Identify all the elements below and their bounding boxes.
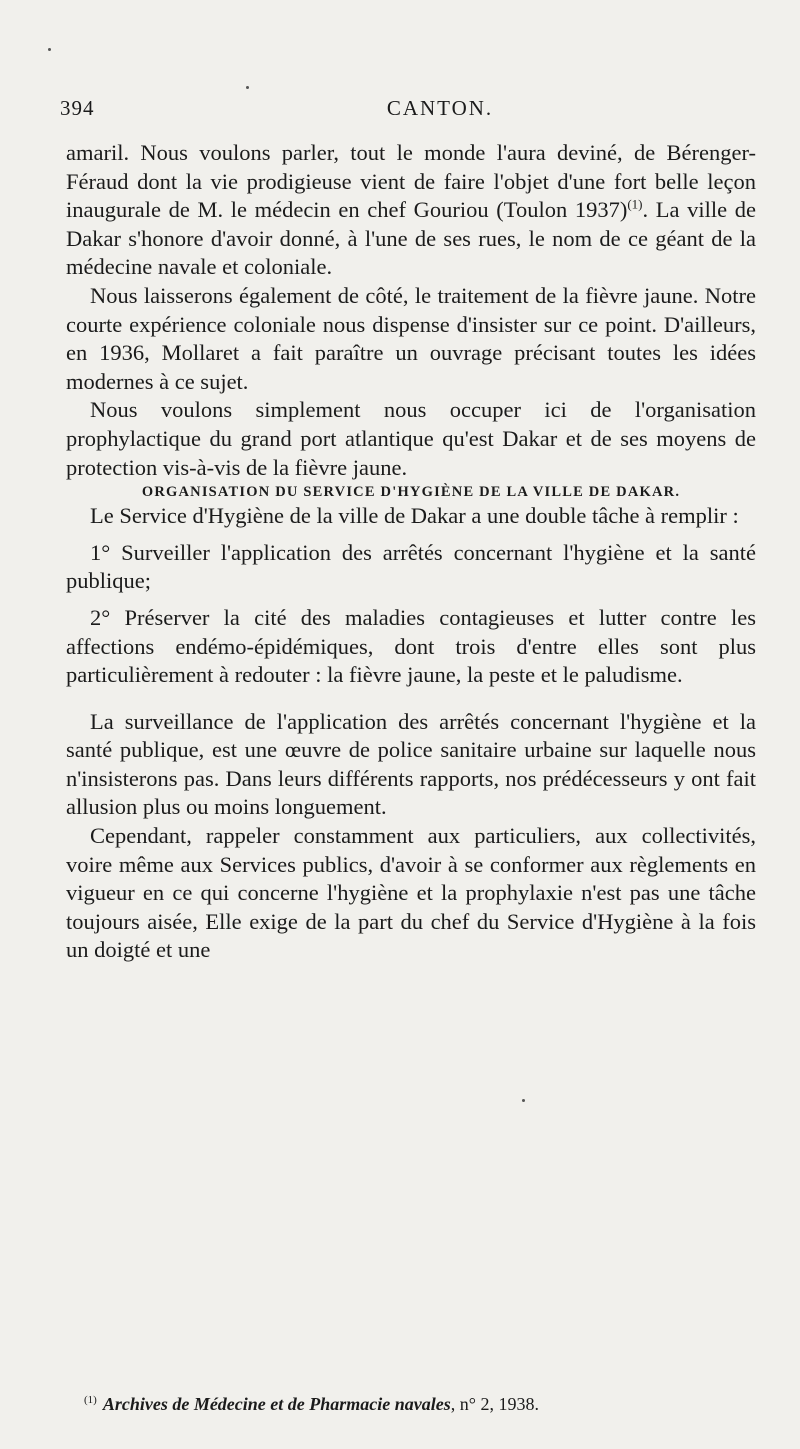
paragraph-text: . La ville de Dakar s'honore d'avoir donné, à l'une de ses rues, le nom de ce géant de la médecine navale et coloniale. — [66, 197, 756, 280]
paragraph: Cependant, rappeler constamment aux particuliers, aux collectivités, voire même aux Services publics, d'avoir à se conformer aux règlements en vigueur en ce qui concerne l'hygiène et la prophylaxie n'est pas une tâche toujours aisée, Elle exige de la part du chef du Service d'Hygiène à la fois un doigté et une — [66, 823, 756, 963]
footnote-reference: (1) — [627, 196, 643, 212]
paragraph-text: amaril. Nous voulons parler, tout le monde l'aura deviné, de Bérenger-Féraud dont la vie prodigieuse vient de faire l'objet d'une fort belle leçon inaugurale de M. le médecin en chef Gouriou (Toulon 1937) — [66, 140, 756, 223]
running-title: CANTON. — [386, 96, 494, 120]
paragraph: La surveillance de l'application des arrêtés concernant l'hygiène et la santé publique, est une œuvre de police sanitaire urbaine sur laquelle nous n'insisterons pas. Dans leurs différents rapports, nos prédécesseurs y ont fait allusion plus ou moins longuement. — [66, 708, 756, 820]
footnote — [84, 1388, 764, 1416]
print-speck — [522, 1099, 525, 1102]
section-heading: ORGANISATION DU SERVICE D'HYGIÈNE DE LA VILLE DE DAKAR. — [141, 484, 681, 501]
page-body — [66, 139, 756, 965]
paragraph — [66, 139, 756, 282]
page-number: 394 — [60, 96, 95, 120]
print-speck — [246, 86, 249, 89]
paragraph: Le Service d'Hygiène de la ville de Dakar a une double tâche à remplir : — [90, 503, 739, 529]
list-item: 1° Surveiller l'application des arrêtés concernant l'hygiène et la santé publique; — [66, 539, 756, 594]
page-header — [60, 96, 760, 130]
footnote-issue: , n° 2, 1938. — [450, 1394, 539, 1414]
print-speck — [48, 48, 51, 51]
footnote-source: Archives de Médecine et de Pharmacie navales — [102, 1394, 451, 1414]
footnote-mark: (1) — [84, 1394, 97, 1406]
paragraph: Nous laisserons également de côté, le traitement de la fièvre jaune. Notre courte expérience coloniale nous dispense d'insister sur ce point. D'ailleurs, en 1936, Mollaret a fait paraître un ouvrage précisant toutes les idées modernes à ce sujet. — [66, 282, 756, 394]
paragraph: Nous voulons simplement nous occuper ici de l'organisation prophylactique du grand port atlantique qu'est Dakar et de ses moyens de protection vis-à-vis de la fièvre jaune. — [66, 397, 756, 480]
list-item: 2° Préserver la cité des maladies contagieuses et lutter contre les affections endémo-épidémiques, dont trois d'entre elles sont plus particulièrement à redouter : la fièvre jaune, la peste et le paludisme. — [66, 604, 756, 688]
